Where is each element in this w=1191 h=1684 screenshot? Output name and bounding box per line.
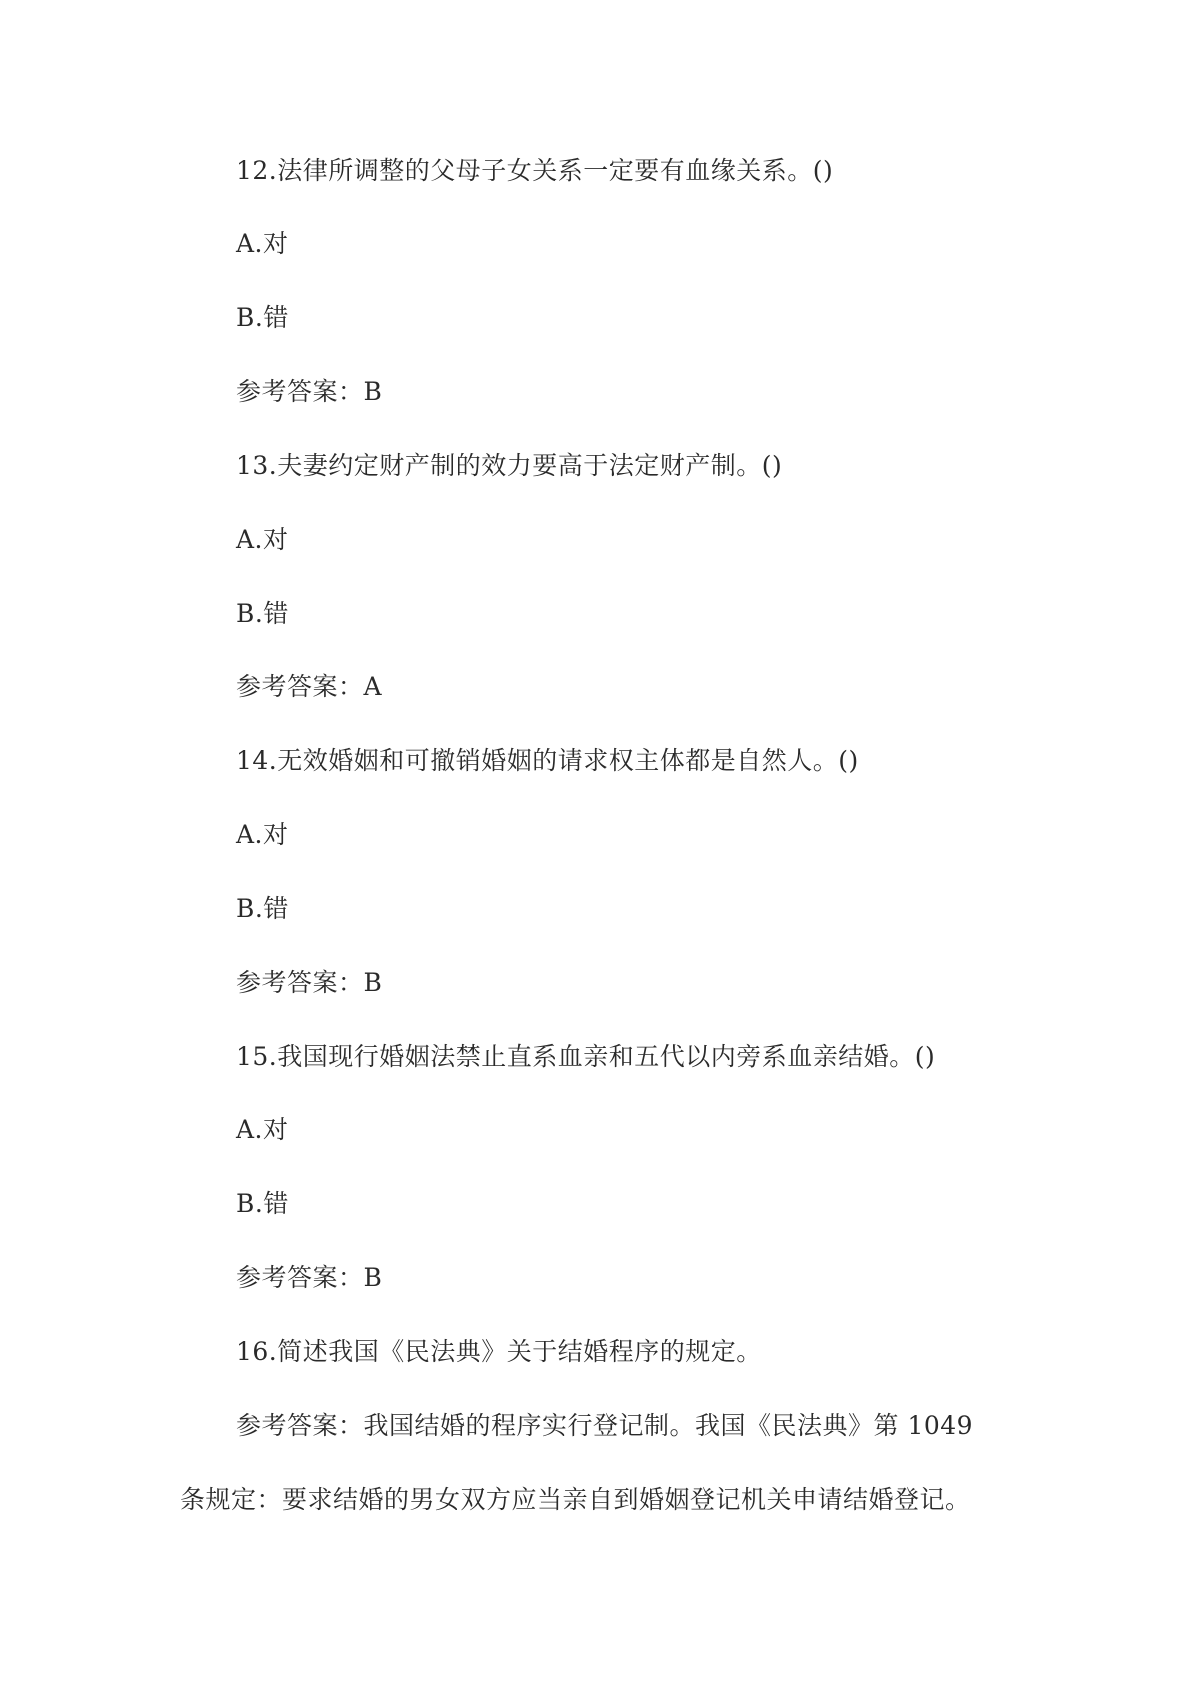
question-14-answer: 参考答案：B (236, 968, 383, 997)
question-15-text: 15.我国现行婚姻法禁止直系血亲和五代以内旁系血亲结婚。() (236, 1042, 936, 1071)
question-13-text: 13.夫妻约定财产制的效力要高于法定财产制。() (236, 451, 783, 480)
question-16-answer-line-1: 参考答案：我国结婚的程序实行登记制。我国《民法典》第 1049 (236, 1411, 974, 1440)
question-16-text: 16.简述我国《民法典》关于结婚程序的规定。 (236, 1337, 762, 1366)
question-14-text: 14.无效婚姻和可撤销婚姻的请求权主体都是自然人。() (236, 746, 859, 775)
question-15-option-a: A.对 (236, 1115, 289, 1144)
question-12-answer: 参考答案：B (236, 377, 383, 406)
question-14-option-a: A.对 (236, 820, 289, 849)
question-13-option-a: A.对 (236, 525, 289, 554)
question-12-option-b: B.错 (236, 303, 289, 332)
question-16-answer-line-2: 条规定：要求结婚的男女双方应当亲自到婚姻登记机关申请结婚登记。 (180, 1485, 971, 1514)
question-12-option-a: A.对 (236, 229, 289, 258)
question-15-option-b: B.错 (236, 1189, 289, 1218)
question-14-option-b: B.错 (236, 894, 289, 923)
question-13-answer: 参考答案：A (236, 672, 383, 701)
question-15-answer: 参考答案：B (236, 1263, 383, 1292)
question-13-option-b: B.错 (236, 599, 289, 628)
question-12-text: 12.法律所调整的父母子女关系一定要有血缘关系。() (236, 156, 834, 185)
